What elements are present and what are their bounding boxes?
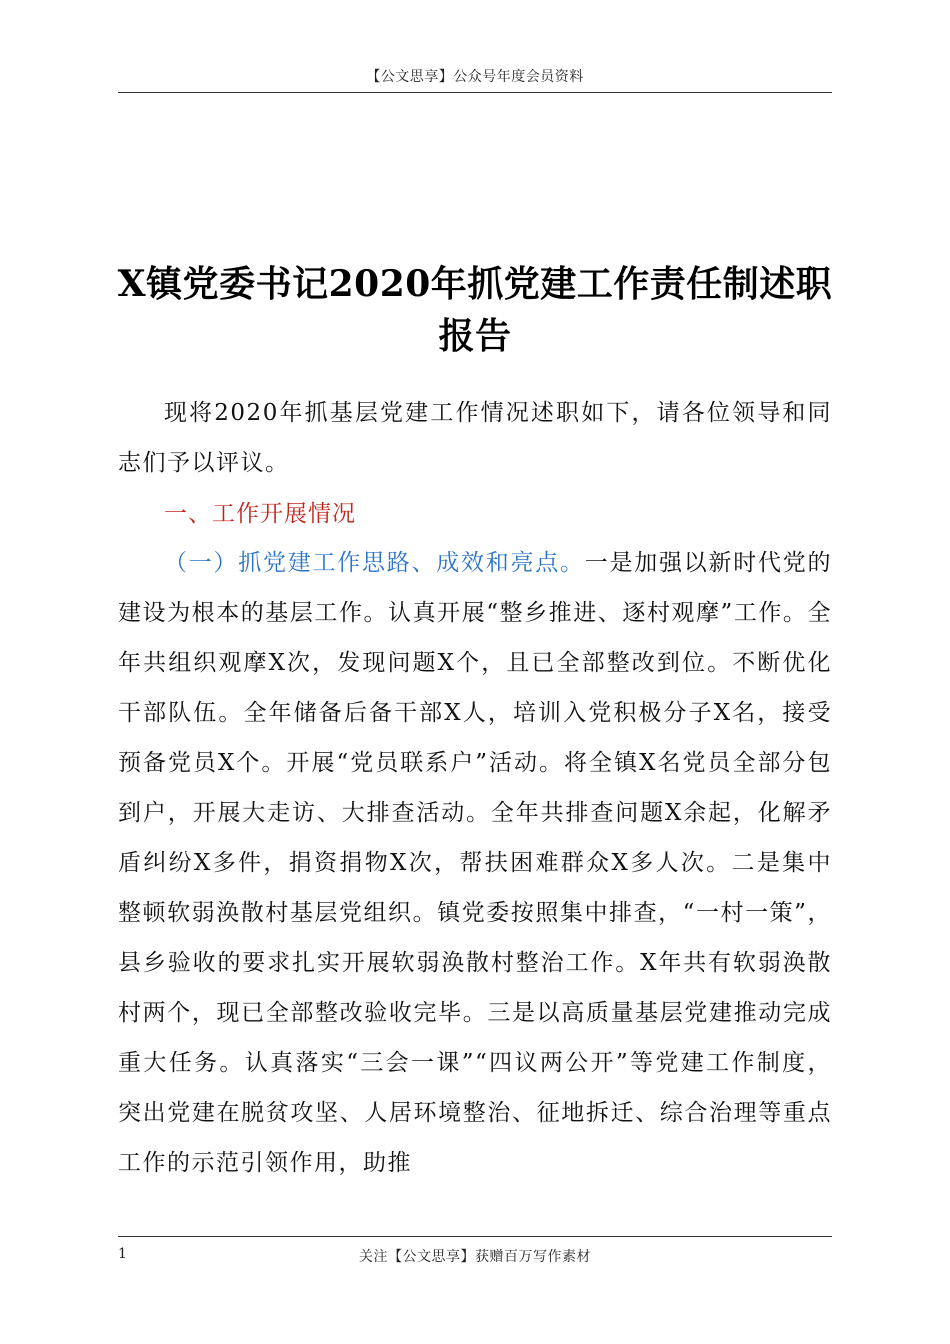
subsection-body: 一是加强以新时代党的建设为根本的基层工作。认真开展“整乡推进、逐村观摩”工作。全年共组织观摩X次，发现问题X个，且已全部整改到位。不断优化干部队伍。全年储备后备干部X人，培训入党积极分子X名，接受预备党员X个。开展“党员联系户”活动。将全镇X名党员全部分包到户，开展大走访、大排查活动。全年共排查问题X余起，化解矛盾纠纷X多件，捐资捐物X次，帮扶困难群众X多人次。二是集中整顿软弱涣散村基层党组织。镇党委按照集中排查，“一村一策”，县乡验收的要求扎实开展软弱涣散村整治工作。X年共有软弱涣散村两个，现已全部整改验收完毕。三是以高质量基层党建推动完成重大任务。认真落实“三会一课”“四议两公开”等党建工作制度，突出党建在脱贫攻坚、人居环境整治、征地拆迁、综合治理等重点工作的示范引领作用，助推	[118, 550, 832, 1176]
document-title: X镇党委书记2020年抓党建工作责任制述职报告	[117, 263, 833, 357]
section-heading: 一、工作开展情况	[164, 501, 356, 527]
intro-paragraph: 现将2020年抓基层党建工作情况述职如下，请各位领导和同志们予以评议。	[118, 400, 832, 476]
subsection-paragraph	[118, 538, 832, 1188]
header-divider	[118, 92, 832, 93]
footer-divider	[118, 1236, 832, 1237]
page-header: 【公文思享】公众号年度会员资料	[366, 69, 584, 85]
subsection-heading: （一）抓党建工作思路、成效和亮点。	[164, 550, 585, 576]
page-footer: 关注【公文思享】获赠百万写作素材	[359, 1249, 591, 1265]
page-number: 1	[118, 1246, 127, 1262]
